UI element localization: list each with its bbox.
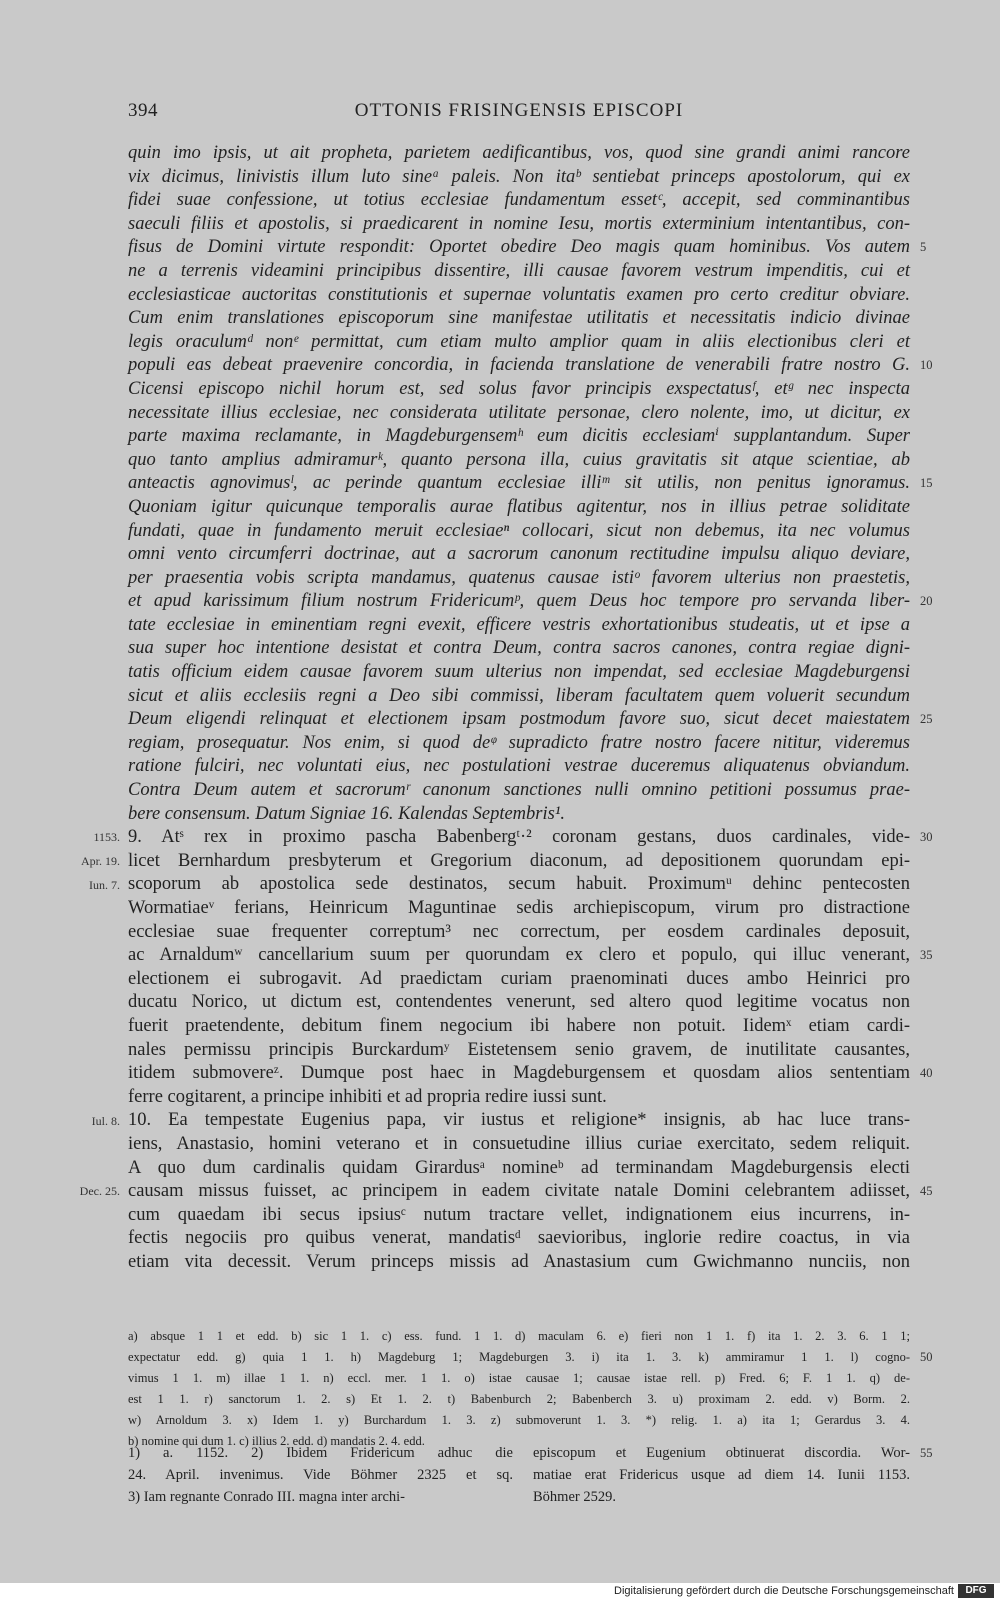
text-line: Cum enim translationes episcoporum sine manifestae utilitatis et necessitatis indicio divinae bbox=[128, 308, 910, 329]
text-line: 9. Atˢ rex in proximo pascha Babenbergᵗ·² coronam gestans, duos cardinales, vide- bbox=[128, 827, 910, 848]
text-line: Cicensi episcopo nichil horum est, sed solus favor principis exspectatusᶠ, etᵍ nec inspecta bbox=[128, 378, 910, 399]
text-line: fundati, quae in fundamento meruit ecclesiaeⁿ collocari, sicut non debemus, ita nec volumus bbox=[128, 520, 910, 541]
footnote-line: 3) Iam regnante Conrado III. magna inter archi- bbox=[128, 1489, 405, 1505]
text-line: fuerit praetendente, debitum finem negocium ibi habere non potuit. Iidemˣ etiam cardi- bbox=[128, 1015, 910, 1036]
margin-date: Iun. 7. bbox=[89, 877, 120, 892]
text-line: ratione fulciri, nec voluntati eius, nec postulationi vestrae duceremus aliquatenus obviandum. bbox=[128, 756, 910, 777]
text-line: tatis officium eidem causae favorem suum ulterius non impendat, sed ecclesiae Magdeburgensi bbox=[128, 662, 910, 683]
text-line: ferre cogitarent, a principe inhibiti et ad propria redire iussi sunt. bbox=[128, 1086, 607, 1107]
apparatus-line: w) Arnoldum 3. x) Idem 1. y) Burchardum 1. 3. z) submoverunt 1. 3. *) relig. 1. a) ita 1; Gerardus 3. 4. bbox=[128, 1413, 910, 1427]
line-number: 20 bbox=[920, 594, 933, 609]
text-line: Contra Deum autem et sacrorumʳ canonum sanctiones nulli omnino petitioni possumus prae- bbox=[128, 780, 910, 801]
footnotes-right-column bbox=[533, 1442, 910, 1508]
text-line: per praesentia vobis scripta mandamus, quatenus causae istiᵒ favorem ulterius non praestetis, bbox=[128, 567, 910, 588]
line-number: 5 bbox=[920, 240, 927, 255]
text-line: itidem submovereᶻ. Dumque post haec in Magdeburgensem et quosdam alios sententiam bbox=[128, 1063, 910, 1084]
footnote-line: 24. April. invenimus. Vide Böhmer 2325 et sq. bbox=[128, 1467, 513, 1483]
text-line: fectis negociis pro quibus venerat, mandatisᵈ saevioribus, inglorie redire coactus, in via bbox=[128, 1228, 910, 1249]
text-line: sicut et aliis ecclesiis regni a Deo sibi commissi, liberam facultatem quem voluerit secundum bbox=[128, 685, 910, 706]
line-number: 15 bbox=[920, 476, 933, 491]
line-number: 10 bbox=[920, 358, 933, 373]
running-title: OTTONIS FRISINGENSIS EPISCOPI bbox=[354, 100, 684, 121]
margin-date: Apr. 19. bbox=[81, 854, 120, 868]
text-line: fisus de Domini virtute respondit: Oportet obedire Deo magis quam hominibus. Vos autem bbox=[128, 237, 910, 258]
apparatus-line: vimus 1 1. m) illae 1 1. n) eccl. mer. 1 1. o) istae causae 1; causae istae rell. p) Fred. 6; F. 1 1. q) de- bbox=[128, 1371, 910, 1385]
text-line: electionem ei subrogavit. Ad praedictam curiam praenominati duces ambo Heinrici pro bbox=[128, 968, 910, 989]
text-line: legis oraculumᵈ nonᵉ permittat, cum etiam multo amplior quam in aliis electionibus cleri et bbox=[128, 331, 910, 352]
dfg-logo: DFG bbox=[958, 1584, 994, 1598]
line-number: 40 bbox=[920, 1066, 933, 1081]
text-line: iens, Anastasio, homini veterano et in consuetudine illius curiae exercitato, sedem reliquit. bbox=[128, 1133, 910, 1154]
text-line: nales permissu principis Burckardumʸ Eistetensem senio gravem, de inutilitate causantes, bbox=[128, 1039, 910, 1060]
text-line: cum quaedam ibi secus ipsiusᶜ nutum tractare vellet, indignationem eius incurrens, in- bbox=[128, 1204, 910, 1225]
text-line: causam missus fuisset, ac principem in eadem civitate natale Domini celebrantem adiisset, bbox=[128, 1181, 910, 1202]
text-line: vix dicimus, linivistis illum luto sineᵃ paleis. Non itaᵇ sentiebat princeps apostolorum, qui ex bbox=[128, 166, 910, 187]
text-line: Quoniam igitur quicunque temporalis aurae flatibus agitentur, nos in illius petrae soliditate bbox=[128, 496, 910, 517]
footnote-line: Böhmer 2529. bbox=[533, 1489, 616, 1505]
apparatus-line: a) absque 1 1 et edd. b) sic 1 1. c) ess. fund. 1 1. d) maculam 6. e) fieri non 1 1. f) ita 1. 2. 3. 6. 1 1; bbox=[128, 1329, 910, 1343]
line-number: 50 bbox=[920, 1350, 933, 1364]
footnotes-left-column bbox=[128, 1442, 513, 1508]
footnote-line: 1) a. 1152. 2) Ibidem Fridericum adhuc die bbox=[128, 1445, 513, 1461]
text-line: ne a terrenis videamini principibus dissentire, illi causae favorem vestrum impenditis, cui et bbox=[128, 260, 910, 281]
text-line: parte maxima reclamante, in Magdeburgensemʰ eum dicitis ecclesiamⁱ supplantandum. Super bbox=[128, 426, 910, 447]
digitization-credit: Digitalisierung gefördert durch die Deutsche Forschungsgemeinschaft bbox=[614, 1585, 954, 1597]
text-line: scoporum ab apostolica sede destinatos, secum habuit. Proximumᵘ dehinc pentecosten bbox=[128, 874, 910, 895]
text-line: ecclesiasticae auctoritas constitutionis et supernae voluntatis examen pro certo creditur obviare. bbox=[128, 284, 910, 305]
apparatus-line: expectatur edd. g) quia 1 1. h) Magdeburg 1; Magdeburgen 3. i) ita 1. 3. k) ammiramur 1 1. l) cogno- bbox=[128, 1350, 910, 1364]
line-number: 35 bbox=[920, 948, 933, 963]
text-line: etiam vita decessit. Verum princeps missis ad Anastasium cum Gwichmanno nunciis, non bbox=[128, 1251, 910, 1272]
text-line: regiam, prosequatur. Nos enim, si quod deᵠ supradicto fratre nostro facere nititur, videremus bbox=[128, 732, 910, 753]
page-number: 394 bbox=[128, 100, 158, 121]
text-line: quin imo ipsis, ut ait propheta, parietem aedificantibus, vos, quod sine grandi animi rancore bbox=[128, 143, 910, 163]
text-line: ecclesiae suae frequenter correptum³ nec correctum, per eosdem cardinales deposuit, bbox=[128, 921, 910, 942]
apparatus-line: b) nomine qui dum 1. c) illius 2. edd. d) mandatis 2. 4. edd. bbox=[128, 1434, 425, 1448]
text-line: fidei suae confessione, ut totius ecclesiae fundamentum essetᶜ, accepit, sed comminantibus bbox=[128, 190, 910, 211]
text-line: ac Arnaldumʷ cancellarium suum per quorundam ex clero et populo, qui illuc venerant, bbox=[128, 945, 910, 966]
margin-date: Iul. 8. bbox=[91, 1113, 120, 1128]
text-line: populi eas debeat praevenire concordia, in facienda translatione de venerabili fratre nostro G. bbox=[128, 355, 910, 376]
text-line: Wormatiaeᵛ ferians, Heinricum Maguntinae sedis archiepiscopum, virum pro distractione bbox=[128, 898, 910, 918]
footnote-line: matiae erat Fridericus usque ad diem 14. Iunii 1153. bbox=[533, 1467, 910, 1483]
text-line: bere consensum. Datum Signiae 16. Kalendas Septembris¹. bbox=[128, 803, 565, 824]
text-line: et apud karissimum filium nostrum Fridericumᵖ, quem Deus hoc tempore pro servanda liber- bbox=[128, 591, 910, 612]
line-number: 45 bbox=[920, 1184, 933, 1199]
text-line: saeculi filiis et apostolis, si praedicarent in nomine Iesu, mortis exterminium intentantibus, con- bbox=[128, 213, 910, 234]
line-number: 25 bbox=[920, 712, 933, 727]
text-line: anteactis agnovimusˡ, ac perinde quantum ecclesiae illiᵐ sit utilis, non penitus ignoramus. bbox=[128, 473, 910, 494]
text-line: 10. Ea tempestate Eugenius papa, vir iustus et religione* insignis, ab hac luce trans- bbox=[128, 1110, 910, 1131]
footnote-line-number: 55 bbox=[920, 1446, 933, 1460]
margin-date: 1153. bbox=[93, 830, 120, 845]
apparatus-line: est 1 1. r) sanctorum 1. 2. s) Et 1. 2. t) Babenburch 2; Babenberch 3. u) proximam 2. edd. v) Borm. 2. bbox=[128, 1392, 910, 1406]
line-number: 30 bbox=[920, 830, 933, 845]
text-line: omni vento circumferri doctrinae, aut a sacrorum canonum rectitudine impulsu aliquo deviare, bbox=[128, 544, 910, 565]
text-line: Deum eligendi relinquat et electionem ipsam postmodum favore suo, sicut decet maiestatem bbox=[128, 709, 910, 730]
text-line: A quo dum cardinalis quidam Girardusᵃ nomineᵇ ad terminandam Magdeburgensis electi bbox=[128, 1157, 910, 1178]
main-text bbox=[79, 142, 933, 1275]
text-line: quo tanto amplius admiramurᵏ, quanto persona illa, cuius gravitatis sit atque scientiae, ab bbox=[128, 449, 910, 470]
text-line: necessitate illius ecclesiae, nec considerata utilitate personae, clero nolente, imo, ut dicitur, ex bbox=[128, 402, 910, 423]
text-line: sua super hoc intentione desistat et contra Deum, contra sacros canones, contra regiae digni- bbox=[128, 638, 910, 659]
margin-date: Dec. 25. bbox=[79, 1184, 120, 1199]
text-line: tate ecclesiae in eminentiam regni evexit, efficere vestris exhortationibus studeatis, ut et ipse a bbox=[128, 614, 910, 635]
critical-apparatus bbox=[128, 1326, 933, 1452]
text-line: ducatu Norico, ut dictum est, contendentes venerunt, sed altero quod legitime vocatus non bbox=[128, 992, 910, 1013]
footnote-line: episcopum et Eugenium obtinuerat discordia. Wor- bbox=[533, 1445, 910, 1461]
text-line: licet Bernhardum presbyterum et Gregorium diaconum, ad depositionem quorundam epi- bbox=[128, 850, 910, 871]
